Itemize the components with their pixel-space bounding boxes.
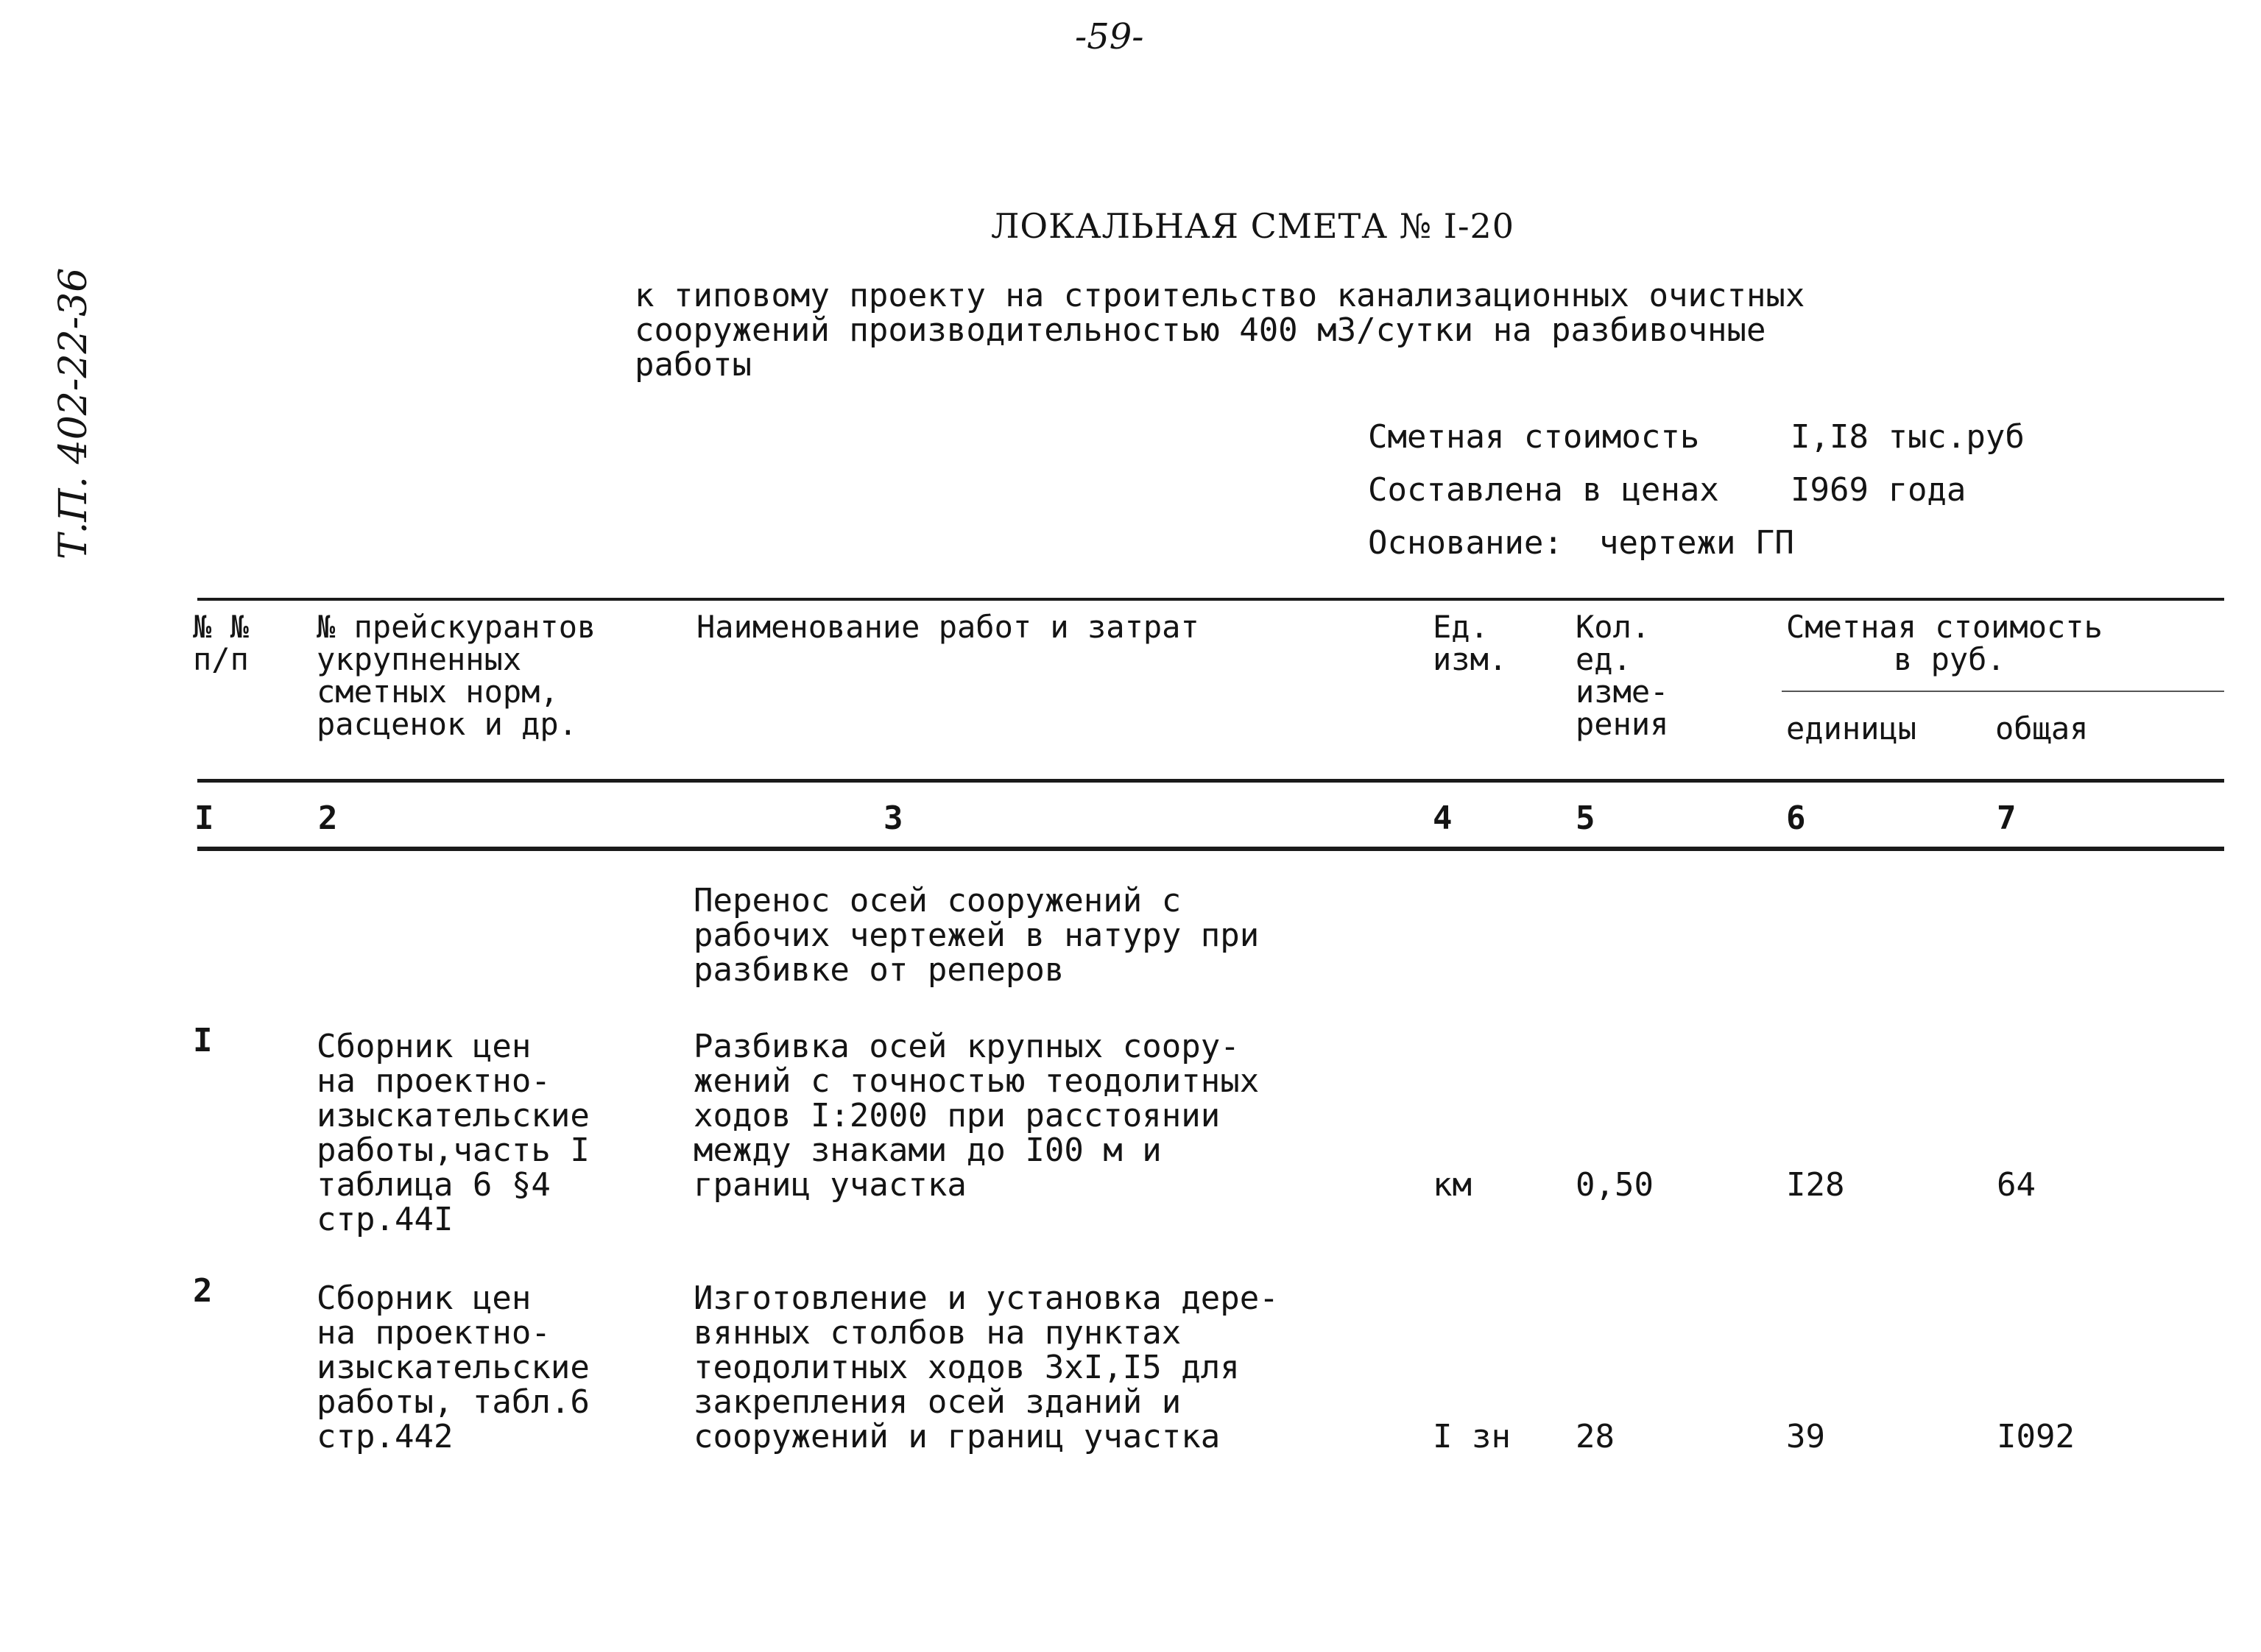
- subtitle-line: работы: [635, 346, 752, 384]
- column-number: 5: [1576, 799, 1595, 837]
- basis-label: Основание:: [1368, 524, 1563, 562]
- basis-value: чертежи ГП: [1599, 524, 1794, 562]
- column-number-rule: [197, 847, 2224, 851]
- row-total: I092: [1997, 1418, 2075, 1455]
- header-col-number: № № п/п: [193, 609, 249, 677]
- header-col-name: Наименование работ и затрат: [696, 609, 1199, 645]
- column-number: 4: [1433, 799, 1453, 837]
- prices-label: Составлена в ценах: [1368, 471, 1719, 509]
- cost-value: I,I8 тыс.руб: [1791, 418, 2025, 456]
- row-unit: I зн: [1433, 1418, 1511, 1455]
- header-bottom-rule: [197, 779, 2224, 783]
- row-name: Изготовление и установка дере- вянных столбов на пунктах теодолитных ходов 3хI,I5 для закрепления осей зданий и сооружений и границ участка: [694, 1279, 1279, 1455]
- subtitle-line: сооружений производительностью 400 м3/сутки на разбивочные: [635, 311, 1766, 349]
- row-name: Разбивка осей крупных соору- жений с точностью теодолитных ходов I:2000 при расстоянии между знаками до I00 м и границ участка: [694, 1028, 1260, 1204]
- row-number: 2: [193, 1272, 213, 1310]
- row-unit-cost: 39: [1786, 1418, 1825, 1455]
- header-cost-group: Сметная стоимость в руб.: [1786, 609, 2103, 677]
- column-number: 7: [1997, 799, 2017, 837]
- row-number: I: [193, 1022, 213, 1059]
- cost-label: Сметная стоимость: [1368, 418, 1700, 456]
- row-quantity: 0,50: [1576, 1166, 1654, 1204]
- row-quantity: 28: [1576, 1418, 1615, 1455]
- column-number: 3: [883, 799, 903, 837]
- header-col-source: № прейскурантов укрупненных сметных норм, расценок и др.: [317, 609, 596, 742]
- cost-subheader-rule: [1782, 691, 2224, 692]
- section-title: Перенос осей сооружений с рабочих чертежей в натуру при разбивке от реперов: [694, 882, 1260, 989]
- row-source: Сборник цен на проектно- изыскательские работы, табл.6 стр.442: [317, 1279, 590, 1455]
- row-unit-cost: I28: [1786, 1166, 1845, 1204]
- subtitle-line: к типовому проекту на строительство канализационных очистных: [635, 277, 1805, 314]
- header-col-quantity: Кол. ед. изме- рения: [1576, 609, 1669, 742]
- column-number: I: [194, 799, 214, 837]
- document-subtitle: [635, 278, 1930, 382]
- header-col-unit-cost: единицы: [1786, 710, 1917, 746]
- column-number: 2: [318, 799, 338, 837]
- header-col-unit: Ед. изм.: [1433, 609, 1508, 677]
- table-top-rule: [197, 598, 2224, 601]
- side-document-code: Т.П. 402-22-36: [52, 267, 96, 560]
- row-total: 64: [1997, 1166, 2036, 1204]
- column-number: 6: [1786, 799, 1806, 837]
- page-number: -59-: [1075, 16, 1144, 57]
- row-unit: км: [1433, 1166, 1472, 1204]
- header-col-total: общая: [1995, 710, 2089, 746]
- row-source: Сборник цен на проектно- изыскательские работы,часть I таблица 6 §4 стр.44I: [317, 1028, 590, 1238]
- document-title: ЛОКАЛЬНАЯ СМЕТА № I-20: [991, 206, 1515, 246]
- prices-value: I969 года: [1791, 471, 1967, 509]
